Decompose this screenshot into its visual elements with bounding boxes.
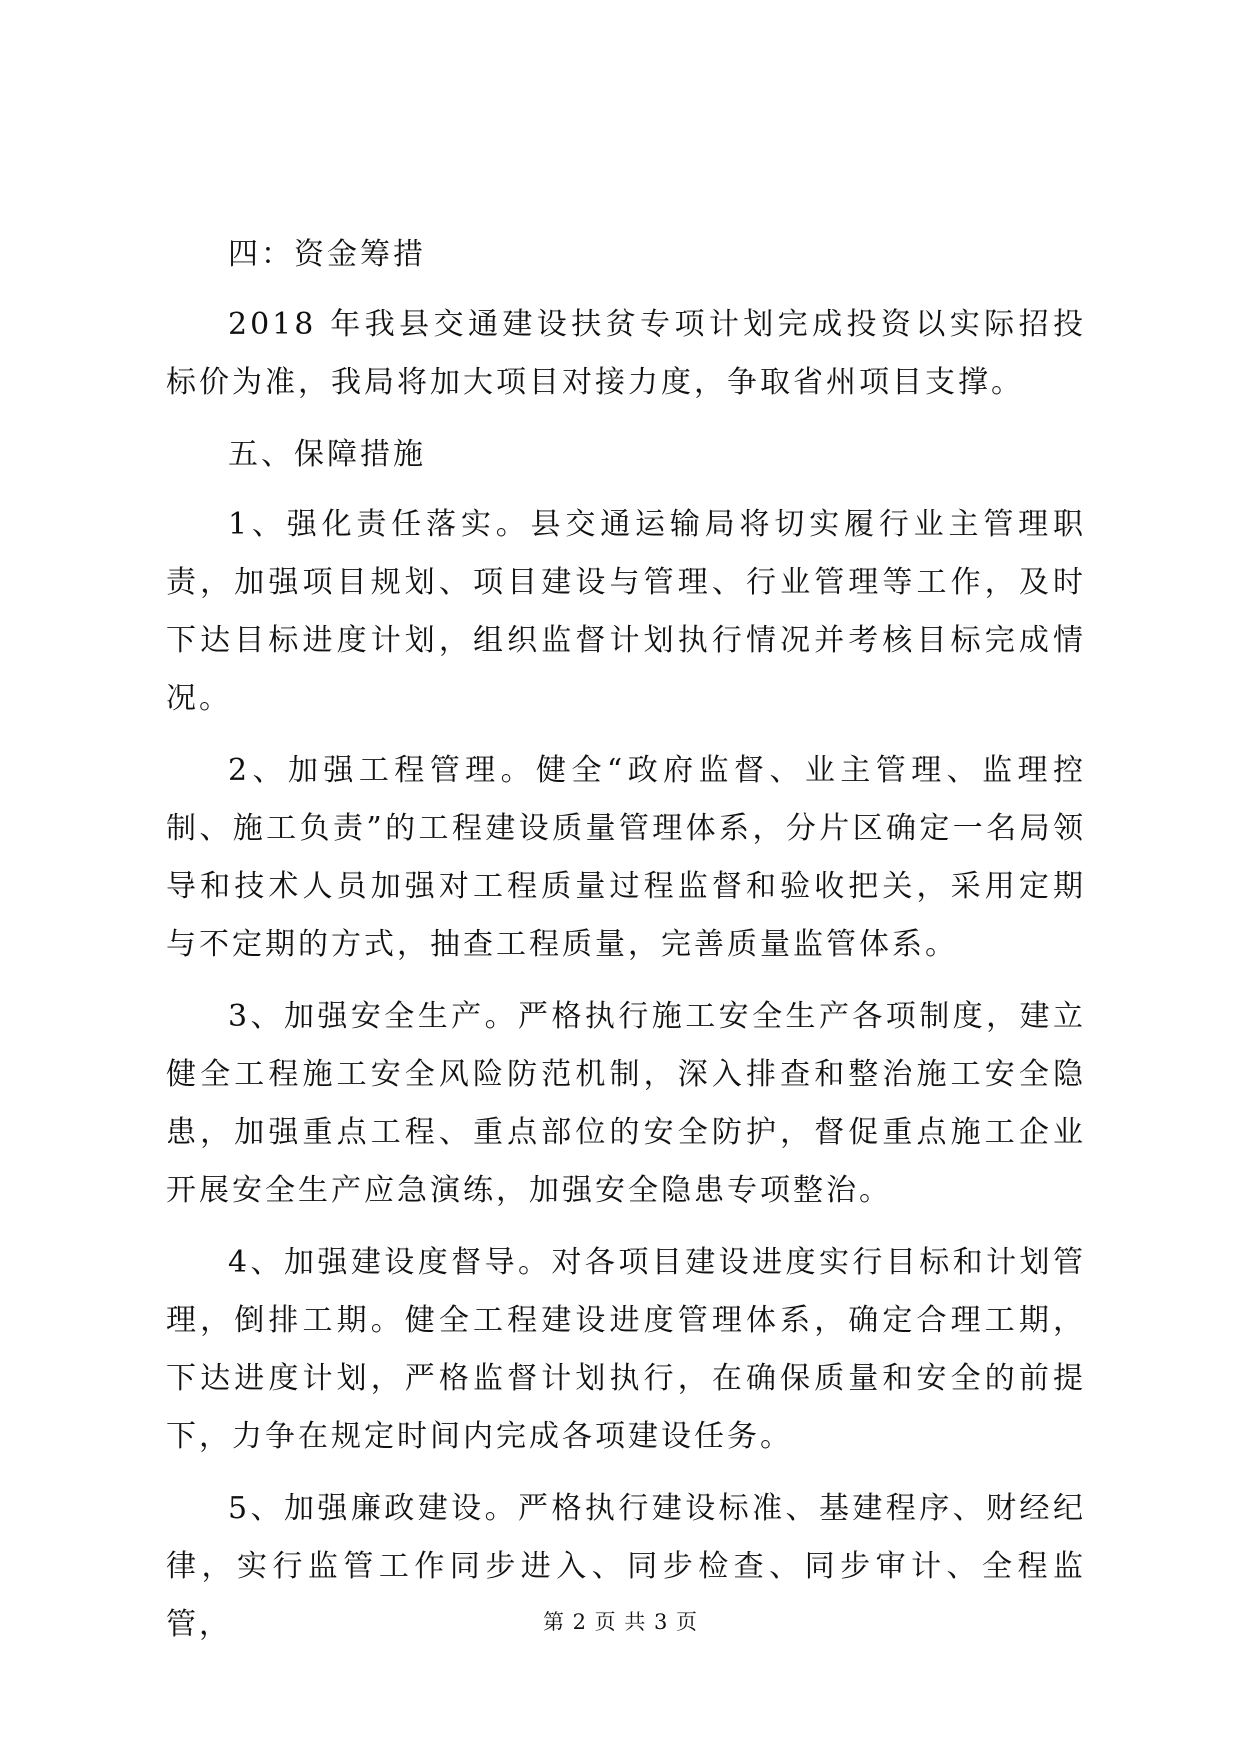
- paragraph-measure-1: 1、强化责任落实。县交通运输局将切实履行业主管理职责，加强项目规划、项目建设与管理、行业管理等工作，及时下达目标进度计划，组织监督计划执行情况并考核目标完成情况。: [166, 507, 1086, 716]
- section-heading-funding: 四：资金筹措: [228, 237, 426, 272]
- paragraph-measure-2: 2、加强工程管理。健全“政府监督、业主管理、监理控制、施工负责”的工程建设质量管理体系，分片区确定一名局领导和技术人员加强对工程质量过程监督和验收把关，采用定期与不定期的方式，抽查工程质量，完善质量监管体系。: [166, 753, 1086, 962]
- paragraph-measure-5: 5、加强廉政建设。严格执行建设标准、基建程序、财经纪律，实行监管工作同步进入、同步检查、同步审计、全程监管，: [166, 1491, 1086, 1642]
- document-body: [166, 226, 1086, 1668]
- paragraph-funding: 2018 年我县交通建设扶贫专项计划完成投资以实际招投标价为准，我局将加大项目对接力度，争取省州项目支撑。: [166, 307, 1086, 400]
- paragraph-measure-4: 4、加强建设度督导。对各项目建设进度实行目标和计划管理，倒排工期。健全工程建设进度管理体系，确定合理工期，下达进度计划，严格监督计划执行，在确保质量和安全的前提下，力争在规定时间内完成各项建设任务。: [166, 1245, 1086, 1454]
- page-footer: 第 2 页 共 3 页: [542, 1610, 699, 1634]
- section-heading-measures: 五、保障措施: [228, 437, 426, 472]
- paragraph-measure-3: 3、加强安全生产。严格执行施工安全生产各项制度，建立健全工程施工安全风险防范机制，深入排查和整治施工安全隐患，加强重点工程、重点部位的安全防护，督促重点施工企业开展安全生产应急演练，加强安全隐患专项整治。: [166, 999, 1086, 1208]
